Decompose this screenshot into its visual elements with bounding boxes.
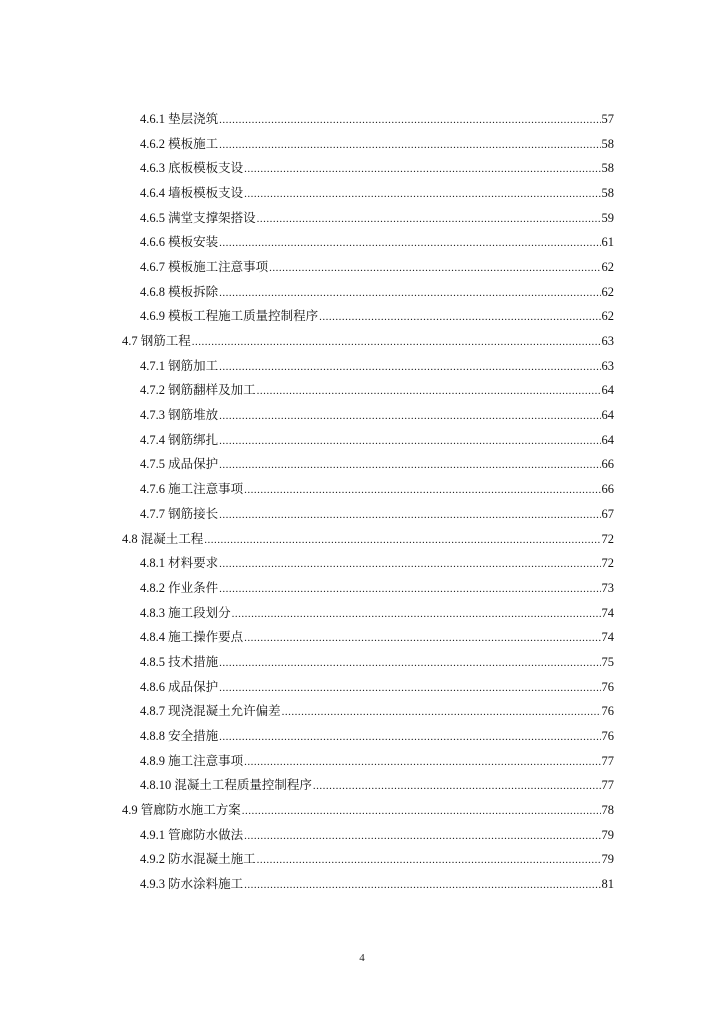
toc-leader-dots	[244, 754, 600, 770]
toc-leader-dots	[219, 680, 600, 696]
toc-entry-page: 61	[601, 235, 614, 250]
toc-entry[interactable]	[0, 305, 724, 330]
toc-entry[interactable]	[0, 502, 724, 527]
toc-entry-label: 4.7.1 钢筋加工	[140, 358, 219, 373]
toc-entry[interactable]	[0, 625, 724, 650]
table-of-contents	[0, 107, 724, 897]
toc-entry-page: 81	[601, 877, 614, 892]
toc-entry[interactable]	[0, 132, 724, 157]
toc-entry-page: 72	[601, 556, 614, 571]
toc-entry-label: 4.6.8 模板拆除	[140, 284, 219, 299]
toc-entry[interactable]	[0, 774, 724, 799]
toc-entry[interactable]	[0, 477, 724, 502]
toc-entry-label: 4.8.7 现浇混凝土允许偏差	[140, 704, 281, 719]
toc-entry-page: 79	[601, 852, 614, 867]
toc-entry-label: 4.8.4 施工操作要点	[140, 630, 244, 645]
toc-entry[interactable]	[0, 280, 724, 305]
toc-entry-page: 76	[601, 704, 614, 719]
toc-entry[interactable]	[0, 872, 724, 897]
toc-entry[interactable]	[0, 206, 724, 231]
toc-entry-page: 77	[601, 753, 614, 768]
toc-entry-page: 66	[601, 482, 614, 497]
toc-entry-page: 58	[601, 136, 614, 151]
toc-entry-label: 4.8.10 混凝土工程质量控制程序	[140, 778, 312, 793]
toc-entry[interactable]	[0, 527, 724, 552]
toc-entry-page: 72	[601, 531, 614, 546]
toc-leader-dots	[244, 161, 600, 177]
toc-entry-page: 58	[601, 161, 614, 176]
toc-leader-dots	[219, 235, 600, 251]
toc-leader-dots	[219, 581, 600, 597]
toc-entry-page: 74	[601, 630, 614, 645]
toc-entry-label: 4.6.2 模板施工	[140, 136, 219, 151]
toc-entry-page: 79	[601, 827, 614, 842]
toc-entry[interactable]	[0, 576, 724, 601]
toc-entry[interactable]	[0, 107, 724, 132]
toc-entry-page: 77	[601, 778, 614, 793]
toc-entry[interactable]	[0, 230, 724, 255]
toc-entry[interactable]	[0, 329, 724, 354]
toc-entry-page: 76	[601, 679, 614, 694]
toc-entry[interactable]	[0, 700, 724, 725]
toc-leader-dots	[244, 186, 600, 202]
toc-entry[interactable]	[0, 601, 724, 626]
toc-entry[interactable]	[0, 650, 724, 675]
toc-entry-label: 4.7.4 钢筋绑扎	[140, 432, 219, 447]
toc-entry-page: 75	[601, 654, 614, 669]
toc-entry-label: 4.6.3 底板模板支设	[140, 161, 244, 176]
toc-leader-dots	[219, 359, 600, 375]
toc-leader-dots	[257, 211, 601, 227]
toc-entry-label: 4.6.5 满堂支撑架搭设	[140, 210, 256, 225]
toc-entry-label: 4.7.6 施工注意事项	[140, 482, 244, 497]
toc-entry[interactable]	[0, 798, 724, 823]
toc-entry-page: 63	[601, 358, 614, 373]
toc-leader-dots	[282, 704, 601, 720]
toc-leader-dots	[219, 655, 600, 671]
toc-entry-label: 4.8.3 施工段划分	[140, 605, 231, 620]
toc-leader-dots	[192, 334, 601, 350]
toc-entry-page: 63	[601, 334, 614, 349]
toc-entry-label: 4.6.9 模板工程施工质量控制程序	[140, 309, 319, 324]
toc-entry-page: 73	[601, 580, 614, 595]
toc-entry-label: 4.8.1 材料要求	[140, 556, 219, 571]
toc-leader-dots	[219, 556, 600, 572]
toc-entry-page: 74	[601, 605, 614, 620]
toc-entry[interactable]	[0, 453, 724, 478]
toc-leader-dots	[242, 803, 601, 819]
toc-entry-label: 4.9.2 防水混凝土施工	[140, 852, 256, 867]
toc-entry[interactable]	[0, 428, 724, 453]
toc-entry[interactable]	[0, 749, 724, 774]
toc-entry-label: 4.6.7 模板施工注意事项	[140, 259, 269, 274]
toc-leader-dots	[313, 778, 601, 794]
toc-entry-page: 64	[601, 408, 614, 423]
toc-leader-dots	[257, 383, 601, 399]
toc-entry-label: 4.8.8 安全措施	[140, 729, 219, 744]
toc-leader-dots	[219, 285, 600, 301]
toc-entry[interactable]	[0, 379, 724, 404]
toc-entry[interactable]	[0, 823, 724, 848]
toc-leader-dots	[219, 433, 600, 449]
toc-entry-page: 58	[601, 185, 614, 200]
toc-leader-dots	[219, 507, 600, 523]
toc-leader-dots	[232, 606, 601, 622]
toc-entry-page: 64	[601, 383, 614, 398]
toc-entry[interactable]	[0, 848, 724, 873]
toc-entry-label: 4.6.1 垫层浇筑	[140, 111, 219, 126]
toc-leader-dots	[219, 137, 600, 153]
toc-entry-label: 4.7.7 钢筋接长	[140, 506, 219, 521]
toc-entry-label: 4.6.6 模板安装	[140, 235, 219, 250]
toc-entry-page: 57	[601, 111, 614, 126]
toc-entry-label: 4.8.2 作业条件	[140, 580, 219, 595]
toc-entry-label: 4.9 管廊防水施工方案	[122, 803, 241, 818]
toc-leader-dots	[219, 457, 600, 473]
toc-leader-dots	[269, 260, 600, 276]
toc-leader-dots	[244, 828, 600, 844]
toc-entry-label: 4.9.1 管廊防水做法	[140, 827, 244, 842]
toc-leader-dots	[219, 408, 600, 424]
toc-entry-label: 4.9.3 防水涂料施工	[140, 877, 244, 892]
toc-entry[interactable]	[0, 551, 724, 576]
toc-entry-label: 4.8.9 施工注意事项	[140, 753, 244, 768]
toc-entry[interactable]	[0, 181, 724, 206]
toc-entry-label: 4.7 钢筋工程	[122, 334, 191, 349]
toc-entry-label: 4.6.4 墙板模板支设	[140, 185, 244, 200]
toc-entry-label: 4.8.5 技术措施	[140, 654, 219, 669]
toc-leader-dots	[219, 112, 600, 128]
toc-entry-label: 4.8.6 成品保护	[140, 679, 219, 694]
page-number: 4	[359, 952, 365, 964]
toc-leader-dots	[244, 630, 600, 646]
toc-entry-page: 78	[601, 803, 614, 818]
toc-entry-page: 62	[601, 259, 614, 274]
toc-leader-dots	[257, 852, 601, 868]
toc-entry-label: 4.8 混凝土工程	[122, 531, 204, 546]
toc-entry-page: 76	[601, 729, 614, 744]
toc-entry[interactable]	[0, 724, 724, 749]
toc-entry-page: 62	[601, 309, 614, 324]
toc-entry-label: 4.7.3 钢筋堆放	[140, 408, 219, 423]
toc-leader-dots	[244, 482, 600, 498]
toc-entry-label: 4.7.5 成品保护	[140, 457, 219, 472]
toc-entry-page: 67	[601, 506, 614, 521]
toc-entry[interactable]	[0, 403, 724, 428]
toc-entry-page: 66	[601, 457, 614, 472]
toc-entry[interactable]	[0, 255, 724, 280]
toc-entry-page: 62	[601, 284, 614, 299]
toc-entry[interactable]	[0, 156, 724, 181]
toc-entry[interactable]	[0, 675, 724, 700]
toc-leader-dots	[204, 532, 600, 548]
toc-leader-dots	[244, 877, 600, 893]
toc-leader-dots	[319, 309, 600, 325]
toc-entry-page: 59	[601, 210, 614, 225]
toc-entry-page: 64	[601, 432, 614, 447]
toc-entry-label: 4.7.2 钢筋翻样及加工	[140, 383, 256, 398]
toc-leader-dots	[219, 729, 600, 745]
toc-entry[interactable]	[0, 354, 724, 379]
